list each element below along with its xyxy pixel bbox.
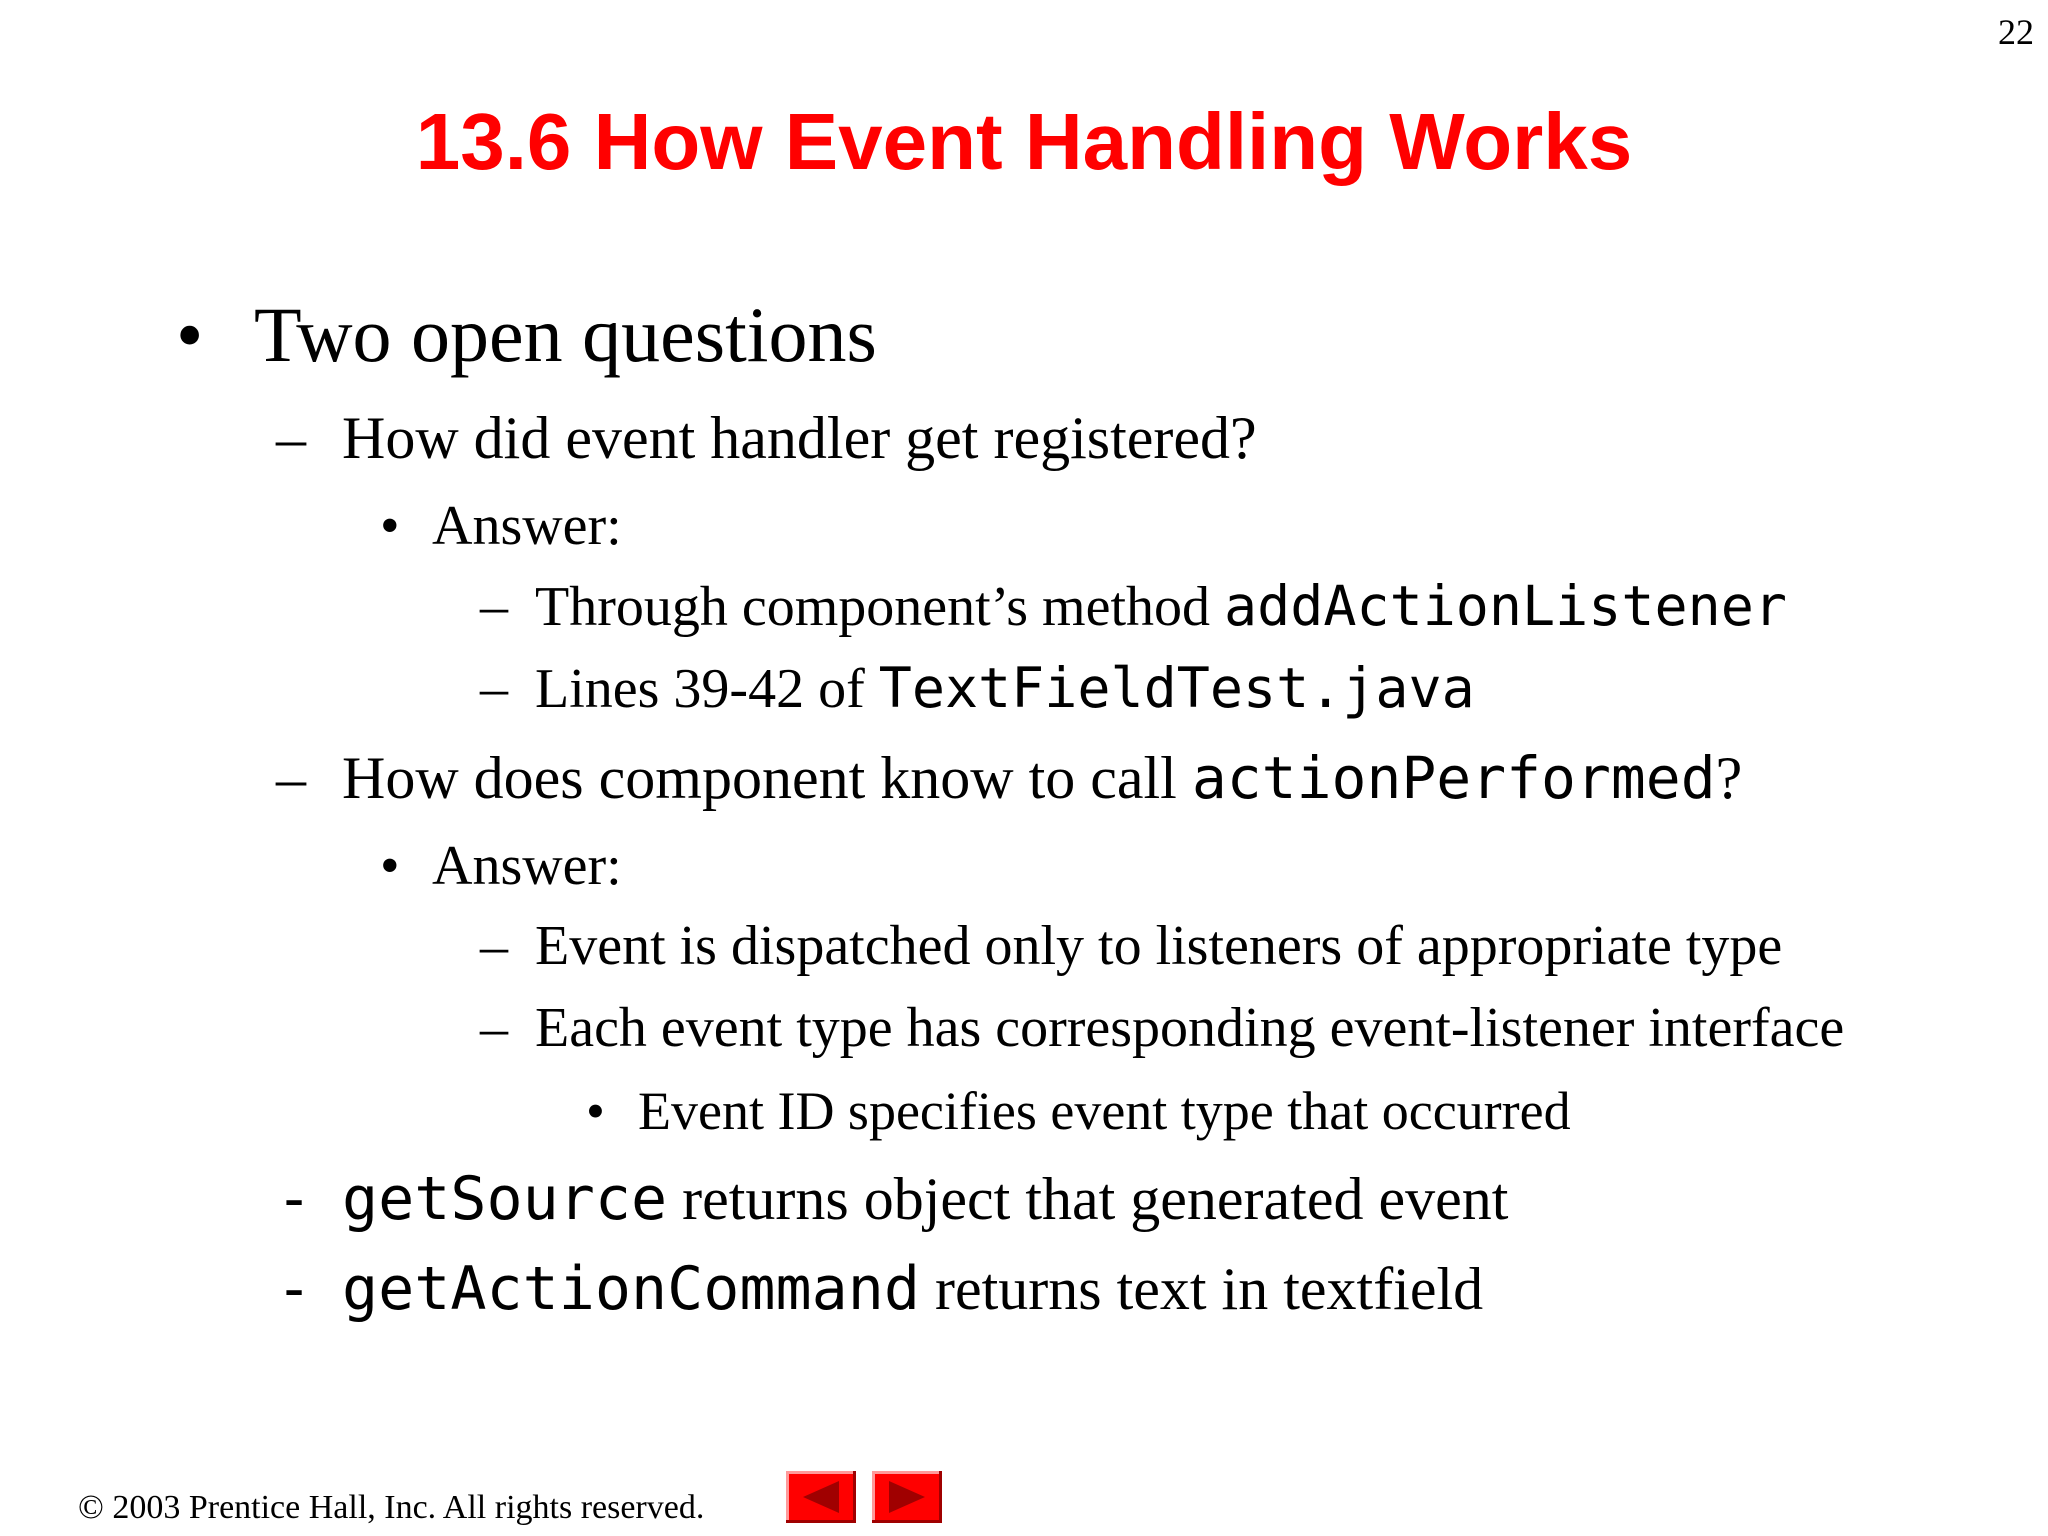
- dash-marker: -: [276, 1254, 313, 1324]
- answer-text: Lines 39-42 of: [535, 658, 879, 720]
- left-arrow-icon: [797, 1478, 845, 1516]
- answer-1-item-2: [480, 656, 1475, 721]
- answer-text: Through component’s method: [535, 576, 1225, 638]
- dash-marker: –: [480, 657, 508, 719]
- dash-marker: –: [276, 405, 306, 471]
- method-get-source: [276, 1164, 1508, 1234]
- sub-bullet-question-1: [276, 404, 1257, 473]
- bullet-text: Two open questions: [254, 291, 877, 378]
- code-action-performed: actionPerformed: [1191, 744, 1716, 812]
- slide-title: 13.6 How Event Handling Works: [415, 97, 1633, 186]
- answer-1-item-1: [480, 574, 1787, 639]
- code-add-action-listener: addActionListener: [1224, 574, 1787, 638]
- question-1-text: How did event handler get registered?: [342, 405, 1257, 471]
- code-get-source: getSource: [342, 1164, 668, 1234]
- dash-marker: –: [276, 745, 306, 811]
- previous-slide-button[interactable]: [786, 1471, 856, 1523]
- answer-2-item-2: [480, 996, 1844, 1060]
- answer-text: Event is dispatched only to listeners of appropriate type: [535, 915, 1783, 977]
- dash-marker: –: [480, 915, 508, 977]
- bullet-marker: •: [380, 835, 400, 897]
- bullet-open-questions: [176, 290, 877, 380]
- bullet-marker: •: [176, 291, 204, 378]
- sub-bullet-question-2: [276, 744, 1742, 813]
- answer-2-sub-item: [586, 1080, 1571, 1142]
- answer-label-text: Answer:: [432, 835, 622, 897]
- code-get-action-command: getActionCommand: [342, 1254, 920, 1324]
- bullet-marker: •: [380, 495, 400, 557]
- question-2-suffix: ?: [1715, 745, 1743, 811]
- code-textfieldtest-java: TextFieldTest.java: [878, 656, 1475, 720]
- bullet-marker: •: [586, 1081, 605, 1141]
- right-arrow-icon: [883, 1478, 931, 1516]
- method-description: returns text in textfield: [919, 1256, 1484, 1322]
- method-description: returns object that generated event: [667, 1166, 1509, 1232]
- page-number: 22: [1998, 12, 2034, 52]
- answer-label-2: [380, 834, 622, 898]
- answer-text: Event ID specifies event type that occurred: [638, 1081, 1571, 1141]
- question-2-text: How does component know to call: [342, 745, 1192, 811]
- answer-label-text: Answer:: [432, 495, 622, 557]
- method-get-action-command: [276, 1254, 1483, 1324]
- dash-marker: -: [276, 1164, 313, 1234]
- dash-marker: –: [480, 997, 508, 1059]
- answer-text: Each event type has corresponding event-listener interface: [535, 997, 1845, 1059]
- copyright-footer: © 2003 Prentice Hall, Inc. All rights reserved.: [78, 1489, 705, 1526]
- dash-marker: –: [480, 575, 508, 637]
- next-slide-button[interactable]: [872, 1471, 942, 1523]
- answer-label-1: [380, 494, 622, 558]
- answer-2-item-1: [480, 914, 1782, 978]
